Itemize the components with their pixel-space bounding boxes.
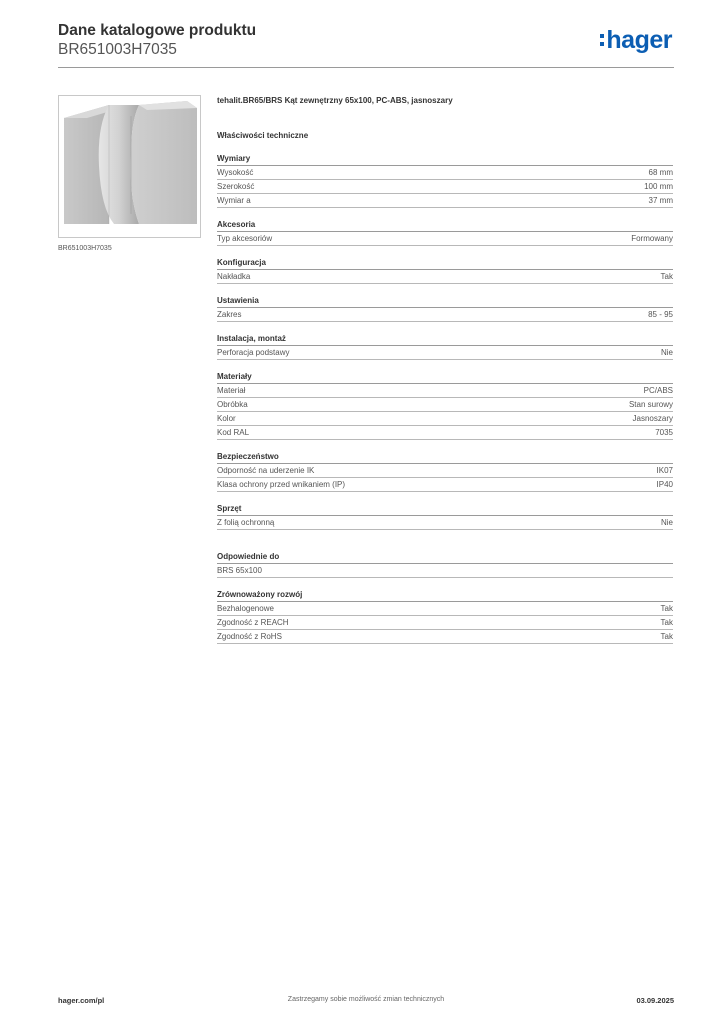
spec-value: Jasnoszary (632, 414, 673, 423)
spec-label: Materiał (217, 386, 246, 395)
spec-value: Nie (660, 518, 673, 527)
image-caption: BR651003H7035 (58, 245, 112, 252)
section-bezpieczenstwo (217, 450, 673, 492)
section-title: Ustawienia (217, 294, 673, 308)
header-divider (58, 67, 674, 68)
spec-row (217, 166, 673, 180)
section-konfiguracja (217, 256, 673, 284)
logo-dots-icon (600, 34, 604, 46)
spec-row (217, 630, 673, 644)
spec-value: Tak (660, 618, 673, 627)
logo-text: hager (606, 26, 672, 54)
section-odpowiednie-do (217, 550, 673, 578)
spec-row (217, 270, 673, 284)
spec-value: 37 mm (648, 196, 673, 205)
spec-label: Perforacja podstawy (217, 348, 290, 357)
section-sprzet (217, 502, 673, 530)
spec-content (217, 95, 673, 644)
spec-label: Nakładka (217, 272, 251, 281)
page-header (58, 22, 674, 70)
corner-duct-icon (59, 96, 200, 237)
spec-label: Wymiar a (217, 196, 251, 205)
section-title: Konfiguracja (217, 256, 673, 270)
spec-label: Typ akcesoriów (217, 234, 273, 243)
section-wymiary (217, 152, 673, 208)
hager-logo (600, 26, 672, 54)
spec-label: Klasa ochrony przed wnikaniem (IP) (217, 480, 346, 489)
page-title: Dane katalogowe produktu (58, 22, 257, 39)
spec-value: IP40 (656, 480, 673, 489)
spec-label: Wysokość (217, 168, 254, 177)
product-image (58, 95, 201, 238)
product-description: tehalit.BR65/BRS Kąt zewnętrzny 65x100, PC-ABS, jasnoszary (217, 96, 453, 105)
spec-value: 7035 (655, 428, 673, 437)
section-title: Instalacja, montaż (217, 332, 673, 346)
spec-label: Zakres (217, 310, 242, 319)
spec-value: 68 mm (648, 168, 673, 177)
section-materialy (217, 370, 673, 440)
spec-row (217, 232, 673, 246)
section-title: Bezpieczeństwo (217, 450, 673, 464)
spec-row (217, 616, 673, 630)
spec-label: Szerokość (217, 182, 255, 191)
spec-row (217, 412, 673, 426)
spec-row (217, 194, 673, 208)
spec-label: Obróbka (217, 400, 248, 409)
spec-value: Tak (660, 272, 673, 281)
section-title: Sprzęt (217, 502, 673, 516)
section-ustawienia (217, 294, 673, 322)
product-code: BR651003H7035 (58, 41, 177, 58)
section-title: Materiały (217, 370, 673, 384)
spec-row (217, 308, 673, 322)
spec-label: BRS 65x100 (217, 566, 262, 575)
section-title: Akcesoria (217, 218, 673, 232)
spec-value: Tak (660, 632, 673, 641)
spec-row (217, 516, 673, 530)
section-title: Wymiary (217, 152, 673, 166)
properties-heading: Właściwości techniczne (217, 131, 309, 140)
spec-value: 85 - 95 (648, 310, 673, 319)
spec-row (217, 398, 673, 412)
spec-label: Zgodność z RoHS (217, 632, 282, 641)
spec-row (217, 426, 673, 440)
spec-value: Stan surowy (628, 400, 673, 409)
spec-value: IK07 (656, 466, 673, 475)
spec-row (217, 384, 673, 398)
spec-label: Odporność na uderzenie IK (217, 466, 315, 475)
spec-value: Formowany (631, 234, 673, 243)
footer-disclaimer: Zastrzegamy sobie możliwość zmian technicznych (287, 996, 445, 1003)
spec-label: Bezhalogenowe (217, 604, 274, 613)
spec-row (217, 346, 673, 360)
spec-value: Tak (660, 604, 673, 613)
spec-value: 100 mm (644, 182, 673, 191)
spec-row (217, 478, 673, 492)
spec-label: Z folią ochronną (217, 518, 275, 527)
spec-row (217, 602, 673, 616)
section-title: Zrównoważony rozwój (217, 588, 673, 602)
section-instalacja (217, 332, 673, 360)
footer-website-link[interactable]: hager.com/pl (58, 996, 105, 1005)
spec-label: Kod RAL (217, 428, 250, 437)
footer-date: 03.09.2025 (636, 996, 674, 1005)
spec-row (217, 564, 673, 578)
section-akcesoria (217, 218, 673, 246)
spec-label: Zgodność z REACH (217, 618, 289, 627)
section-title: Odpowiednie do (217, 550, 673, 564)
spec-value: Nie (660, 348, 673, 357)
section-zrownowazony-rozwoj (217, 588, 673, 644)
spec-label: Kolor (217, 414, 236, 423)
spec-row (217, 180, 673, 194)
spec-value: PC/ABS (643, 386, 673, 395)
spec-row (217, 464, 673, 478)
